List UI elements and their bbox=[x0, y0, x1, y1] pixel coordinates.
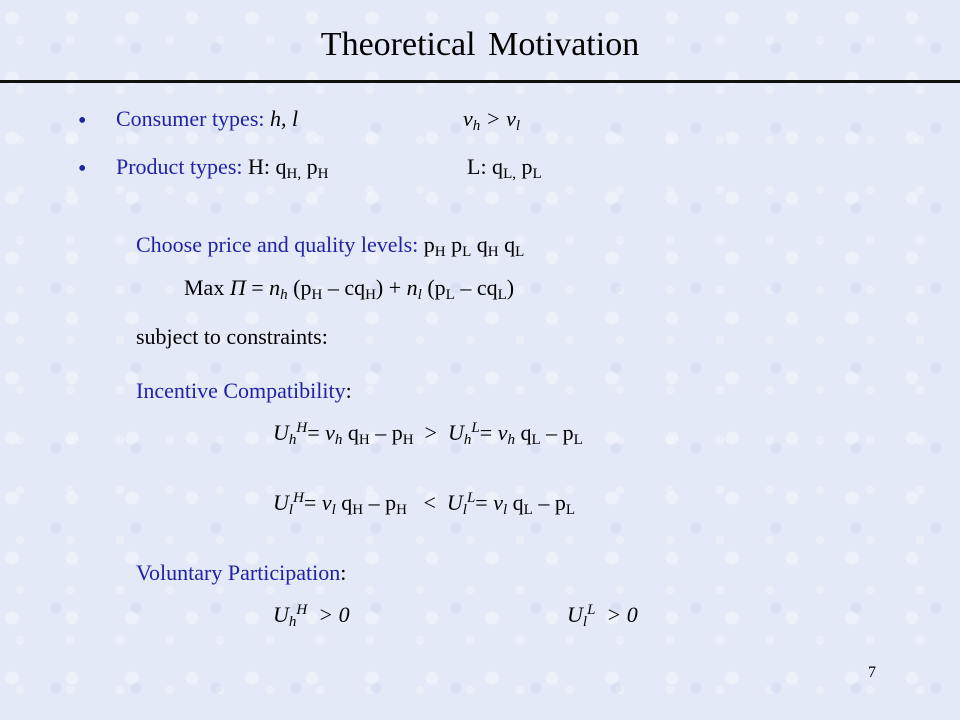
title-bar bbox=[0, 0, 960, 83]
product-types-line: Product types: H: $q_{H,}$ $p_H$ bbox=[116, 154, 329, 182]
bullet-dot: • bbox=[78, 156, 87, 182]
vp-heading: Voluntary Participation: bbox=[136, 560, 347, 585]
subject-to-text: subject to constraints: bbox=[136, 324, 328, 349]
vp-constraint-h: $U_h^H > 0$ bbox=[273, 602, 350, 630]
ic-heading: Incentive Compatibility: bbox=[136, 378, 352, 403]
vp-constraint-l: $U_l^L > 0$ bbox=[567, 602, 638, 630]
slide-title: Theoretical Motivation bbox=[320, 26, 640, 63]
page-number: 7 bbox=[868, 664, 876, 681]
product-type-l: L: $q_{L,}$ $p_L$ bbox=[467, 154, 542, 182]
consumer-relation: $v_h > v_l$ bbox=[463, 106, 521, 134]
bullet-dot: • bbox=[78, 108, 87, 134]
objective-function: Max $\Pi = n_h$ $(p_H - cq_H) + n_l$ $(p_L - cq_L)$ bbox=[184, 275, 515, 303]
choose-line: Choose price and quality levels: $p_H$ $p_L$ $q_H$ $q_L$ bbox=[136, 232, 525, 260]
ic-constraint-l: $U_l^H= v_l$ $q_H - p_H < U_l^L= v_l$ $q_L - p_L$ bbox=[273, 490, 575, 518]
consumer-types-line: Consumer types: h, l bbox=[116, 106, 299, 131]
ic-constraint-h: $U_h^H= v_h$ $q_H - p_H > U_h^L= v_h$ $q_L - p_L$ bbox=[273, 420, 583, 448]
